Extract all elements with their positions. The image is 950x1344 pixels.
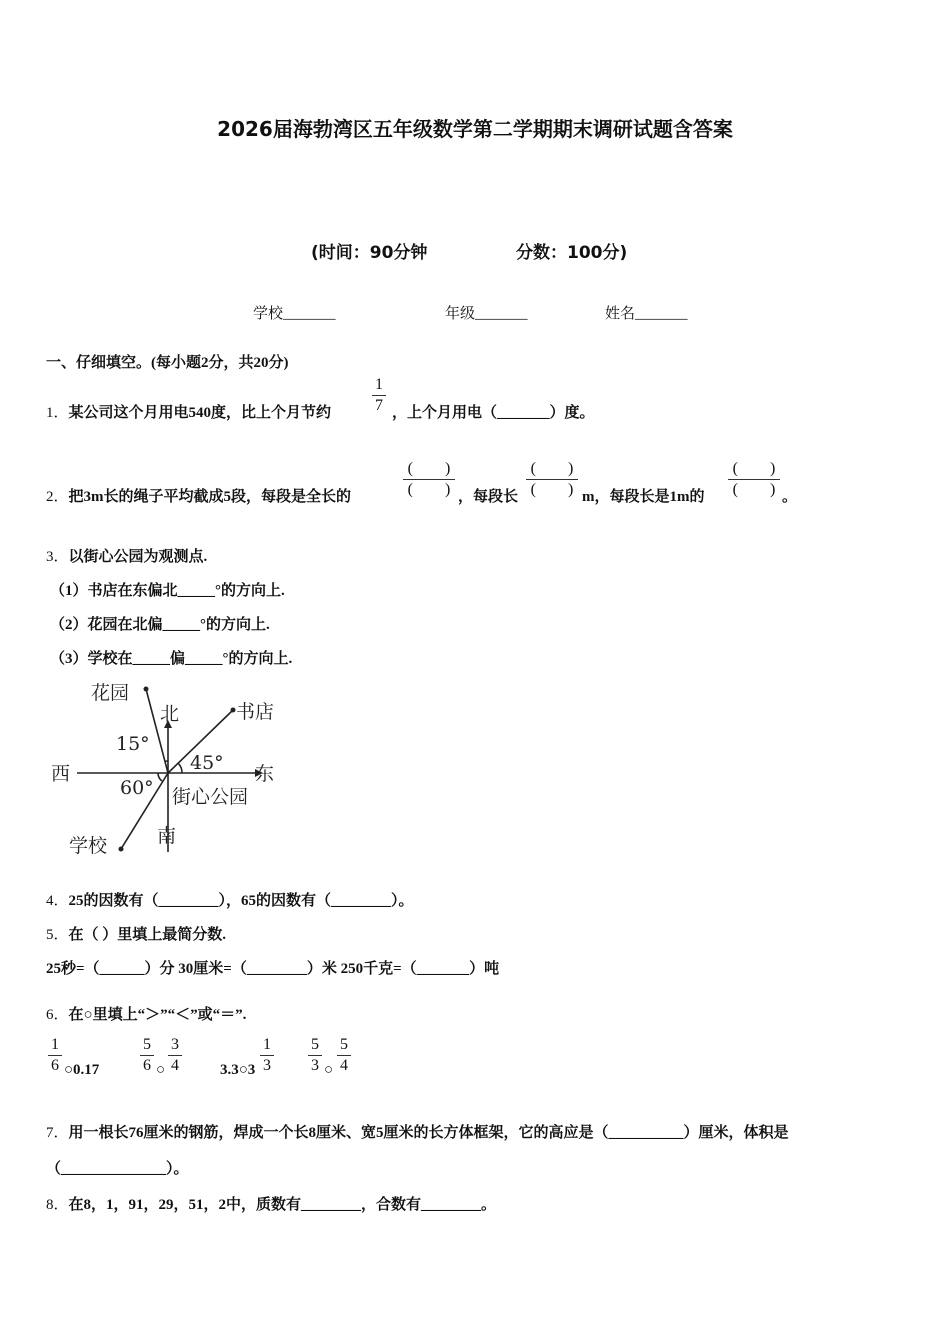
question-6 — [46, 1003, 246, 1024]
denominator-blank[interactable]: ( ) — [530, 481, 574, 498]
school-field[interactable]: 学校_______ — [253, 306, 336, 322]
fraction — [308, 1036, 322, 1075]
fraction — [140, 1036, 154, 1075]
compare-circle[interactable]: ○ — [324, 1062, 334, 1078]
denominator: 4 — [171, 1057, 179, 1074]
question-3 — [46, 545, 207, 566]
label-school: 学校 — [69, 835, 108, 857]
numerator: 1 — [51, 1036, 59, 1053]
sub-question-3: （3）学校在_____偏_____°的方向上. — [50, 651, 293, 667]
exam-time: (时间：90分钟 — [311, 243, 428, 263]
label-garden: 花园 — [91, 682, 130, 704]
question-text: 。 — [782, 489, 798, 505]
grade-field[interactable]: 年级_______ — [445, 306, 528, 322]
question-text: 以街心公园为观测点. — [68, 549, 208, 565]
question-text: （______________）。 — [46, 1161, 189, 1177]
section-title: 一、仔细填空。(每小题2分，共20分) — [46, 355, 289, 371]
compare-item-3: 3.3○3 — [220, 1062, 256, 1078]
label-park: 街心公园 — [172, 786, 249, 808]
question-2 — [46, 485, 351, 506]
numerator-blank[interactable]: ( ) — [407, 460, 451, 477]
fraction — [337, 1036, 351, 1075]
fraction — [372, 376, 386, 415]
fraction — [168, 1036, 182, 1075]
question-4 — [46, 889, 414, 910]
denominator-blank[interactable]: ( ) — [407, 481, 451, 498]
bookstore-point — [231, 708, 236, 713]
page-title: 2026届海勃湾区五年级数学第二学期期末调研试题含答案 — [217, 117, 733, 141]
denominator: 3 — [311, 1057, 319, 1074]
fraction — [260, 1036, 274, 1075]
question-text: 在○里填上“＞”“＜”或“＝”. — [68, 1007, 247, 1023]
fraction — [48, 1036, 62, 1075]
numerator: 3 — [171, 1036, 179, 1053]
question-1 — [46, 401, 331, 422]
denominator: 6 — [143, 1057, 151, 1074]
question-number: 4． — [46, 893, 69, 909]
label-east: 东 — [255, 763, 275, 785]
question-5-items: 25秒=（______）分 30厘米=（________）米 250千克=（_______）吨 — [46, 961, 500, 977]
question-text: 把3m长的绳子平均截成5段，每段是全长的 — [68, 489, 352, 505]
question-number: 8． — [46, 1197, 69, 1213]
numerator-blank[interactable]: ( ) — [530, 460, 574, 477]
answer-fraction[interactable] — [728, 460, 780, 499]
denominator: 4 — [340, 1057, 348, 1074]
denominator: 3 — [263, 1057, 271, 1074]
label-angle-60: 60° — [120, 777, 154, 799]
question-text: 25的因数有（________），65的因数有（________）。 — [68, 893, 414, 909]
label-south: 南 — [157, 825, 177, 847]
exam-score: 分数：100分) — [516, 243, 628, 263]
question-text: 用一根长76厘米的钢筋，焊成一个长8厘米、宽5厘米的长方体框架，它的高应是（__________）厘米，体积是 — [68, 1125, 789, 1141]
label-west: 西 — [51, 763, 71, 785]
numerator: 1 — [375, 376, 383, 393]
garden-point — [144, 687, 149, 692]
question-text: 在8，1，91，29，51，2中，质数有________，合数有________。 — [68, 1197, 497, 1213]
question-number: 2． — [46, 489, 69, 505]
question-5 — [46, 923, 226, 944]
direction-diagram — [45, 672, 305, 862]
denominator: 6 — [51, 1057, 59, 1074]
question-number: 6． — [46, 1007, 69, 1023]
numerator: 5 — [311, 1036, 319, 1053]
label-angle-45: 45° — [190, 752, 224, 774]
question-number: 1． — [46, 405, 69, 421]
compare-circle[interactable]: ○ — [156, 1062, 166, 1078]
question-8 — [46, 1193, 496, 1214]
numerator-blank[interactable]: ( ) — [732, 460, 776, 477]
question-number: 7． — [46, 1125, 69, 1141]
label-north: 北 — [160, 703, 180, 725]
question-text: 某公司这个月用电540度，比上个月节约 — [68, 405, 332, 421]
numerator: 5 — [340, 1036, 348, 1053]
question-text: 在（ ）里填上最简分数. — [68, 927, 227, 943]
question-text: ，上个月用电（_______）度。 — [392, 405, 595, 421]
label-bookstore: 书店 — [236, 701, 275, 723]
question-text: ，每段长 — [458, 489, 519, 505]
compare-item-1: ○0.17 — [64, 1062, 100, 1078]
numerator: 5 — [143, 1036, 151, 1053]
denominator: 7 — [375, 397, 383, 414]
question-text: m，每段长是1m的 — [582, 489, 705, 505]
sub-question-2: （2）花园在北偏_____°的方向上. — [50, 617, 270, 633]
question-number: 3． — [46, 549, 69, 565]
school-point — [119, 847, 124, 852]
numerator: 1 — [263, 1036, 271, 1053]
answer-fraction[interactable] — [526, 460, 578, 499]
label-angle-15: 15° — [116, 733, 150, 755]
question-7 — [46, 1121, 789, 1142]
answer-fraction[interactable] — [403, 460, 455, 499]
question-number: 5． — [46, 927, 69, 943]
denominator-blank[interactable]: ( ) — [732, 481, 776, 498]
sub-question-1: （1）书店在东偏北_____°的方向上. — [50, 583, 285, 599]
name-field[interactable]: 姓名_______ — [605, 306, 688, 322]
